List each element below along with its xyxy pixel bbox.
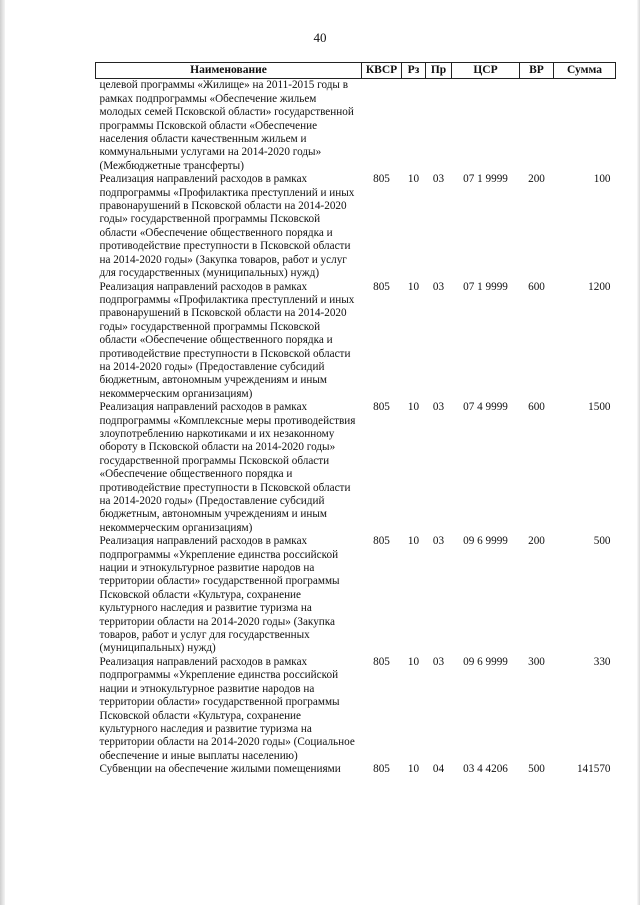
row-kvsr xyxy=(362,79,402,173)
row-rz: 10 xyxy=(407,763,420,776)
row-rz xyxy=(402,79,426,173)
row-pr: 03 xyxy=(432,401,445,414)
row-rz: 10 xyxy=(407,655,420,668)
table-row xyxy=(96,401,616,535)
row-kvsr: 805 xyxy=(373,655,390,668)
row-pr: 03 xyxy=(432,655,445,668)
row-csr: 09 6 9999 xyxy=(463,535,508,548)
header-rz: Рз xyxy=(402,63,426,79)
row-rz: 10 xyxy=(407,535,420,548)
row-vr: 200 xyxy=(528,173,545,186)
row-sum: 500 xyxy=(593,535,611,548)
row-csr: 07 1 9999 xyxy=(463,280,508,293)
row-name: Реализация направлений расходов в рамках подпрограммы «Профилактика преступлений и иных правонарушений в Псковской области на 2014-2020 годы» государственной программы Псковской области «Обеспечение общественного порядка и противодействие преступности в Псковской области на 2014-2020 годы» (Предоставление субсидий бюджетным, автономным учреждениям и иным некоммерческим организациям) xyxy=(99,280,355,400)
row-kvsr: 805 xyxy=(373,401,390,414)
table-body xyxy=(96,79,616,777)
row-vr: 500 xyxy=(528,763,545,776)
header-kvsr: КВСР xyxy=(362,63,402,79)
row-kvsr: 805 xyxy=(373,763,390,776)
header-name: Наименование xyxy=(96,63,362,79)
budget-table xyxy=(95,62,616,777)
row-vr: 300 xyxy=(528,655,545,668)
row-vr xyxy=(520,79,554,173)
header-sum: Сумма xyxy=(554,63,616,79)
row-pr xyxy=(426,79,452,173)
row-name: Реализация направлений расходов в рамках подпрограммы «Укрепление единства российской нации и этнокультурное развитие народов на территории области» государственной программы Псковской области «Культура, сохранение культурного наследия и развитие туризма на территории области на 2014-2020 годы» (Закупка товаров, работ и услуг для государственных (муниципальных) нужд) xyxy=(99,535,340,655)
header-vr: ВР xyxy=(520,63,554,79)
row-kvsr: 805 xyxy=(373,280,390,293)
row-pr: 03 xyxy=(432,535,445,548)
row-name: Реализация направлений расходов в рамках подпрограммы «Профилактика преступлений и иных правонарушений в Псковской области на 2014-2020 годы» государственной программы Псковской области «Обеспечение общественного порядка и противодействие преступности в Псковской области на 2014-2020 годы» (Закупка товаров, работ и услуг для государственных (муниципальных) нужд) xyxy=(99,173,355,280)
page-number: 40 xyxy=(313,30,327,45)
table-row xyxy=(96,763,616,776)
row-vr: 200 xyxy=(528,535,545,548)
row-rz: 10 xyxy=(407,401,420,414)
row-sum xyxy=(554,79,616,173)
row-sum: 1500 xyxy=(588,401,611,414)
table-row xyxy=(96,656,616,763)
row-pr: 03 xyxy=(432,173,445,186)
table-row xyxy=(96,79,616,173)
row-name: Субвенции на обеспечение жилыми помещениями xyxy=(99,763,341,776)
row-vr: 600 xyxy=(528,280,545,293)
row-csr: 03 4 4206 xyxy=(463,763,508,776)
row-name: Реализация направлений расходов в рамках подпрограммы «Укрепление единства российской нации и этнокультурное развитие народов на территории области» государственной программы Псковской области «Культура, сохранение культурного наследия и развитие туризма на территории области на 2014-2020 годы» (Социальное обеспечение и иные выплаты населению) xyxy=(99,655,355,762)
table-row xyxy=(96,173,616,280)
row-csr xyxy=(452,79,520,173)
header-pr: Пр xyxy=(426,63,452,79)
header-row xyxy=(96,63,616,79)
row-sum: 141570 xyxy=(576,763,611,776)
row-csr: 09 6 9999 xyxy=(463,655,508,668)
table-row xyxy=(96,535,616,656)
row-sum: 100 xyxy=(593,173,611,186)
row-sum: 330 xyxy=(593,655,611,668)
row-csr: 07 4 9999 xyxy=(463,401,508,414)
row-csr: 07 1 9999 xyxy=(463,173,508,186)
row-pr: 04 xyxy=(432,763,445,776)
row-rz: 10 xyxy=(407,280,420,293)
scan-edge-left xyxy=(0,0,5,905)
row-kvsr: 805 xyxy=(373,535,390,548)
row-name: целевой программы «Жилище» на 2011-2015 годы в рамках подпрограммы «Обеспечение жильем молодых семей Псковской области» государственной программы Псковской области «Обеспечение населения области качественным жильем и коммунальными услугами на 2014-2020 годы» (Межбюджетные трансферты) xyxy=(99,79,354,172)
row-rz: 10 xyxy=(407,173,420,186)
row-name: Реализация направлений расходов в рамках подпрограммы «Комплексные меры противодействия злоупотреблению наркотиками и их незаконному обороту в Псковской области на 2014-2020 годы» государственной программы Псковской области «Обеспечение общественного порядка и противодействие преступности в Псковской области на 2014-2020 годы» (Предоставление субсидий бюджетным, автономным учреждениям и иным некоммерческим организациям) xyxy=(99,401,356,534)
row-sum: 1200 xyxy=(588,280,611,293)
row-kvsr: 805 xyxy=(373,173,390,186)
header-csr: ЦСР xyxy=(452,63,520,79)
row-pr: 03 xyxy=(432,280,445,293)
table-row xyxy=(96,281,616,402)
row-vr: 600 xyxy=(528,401,545,414)
table-header xyxy=(96,63,616,79)
